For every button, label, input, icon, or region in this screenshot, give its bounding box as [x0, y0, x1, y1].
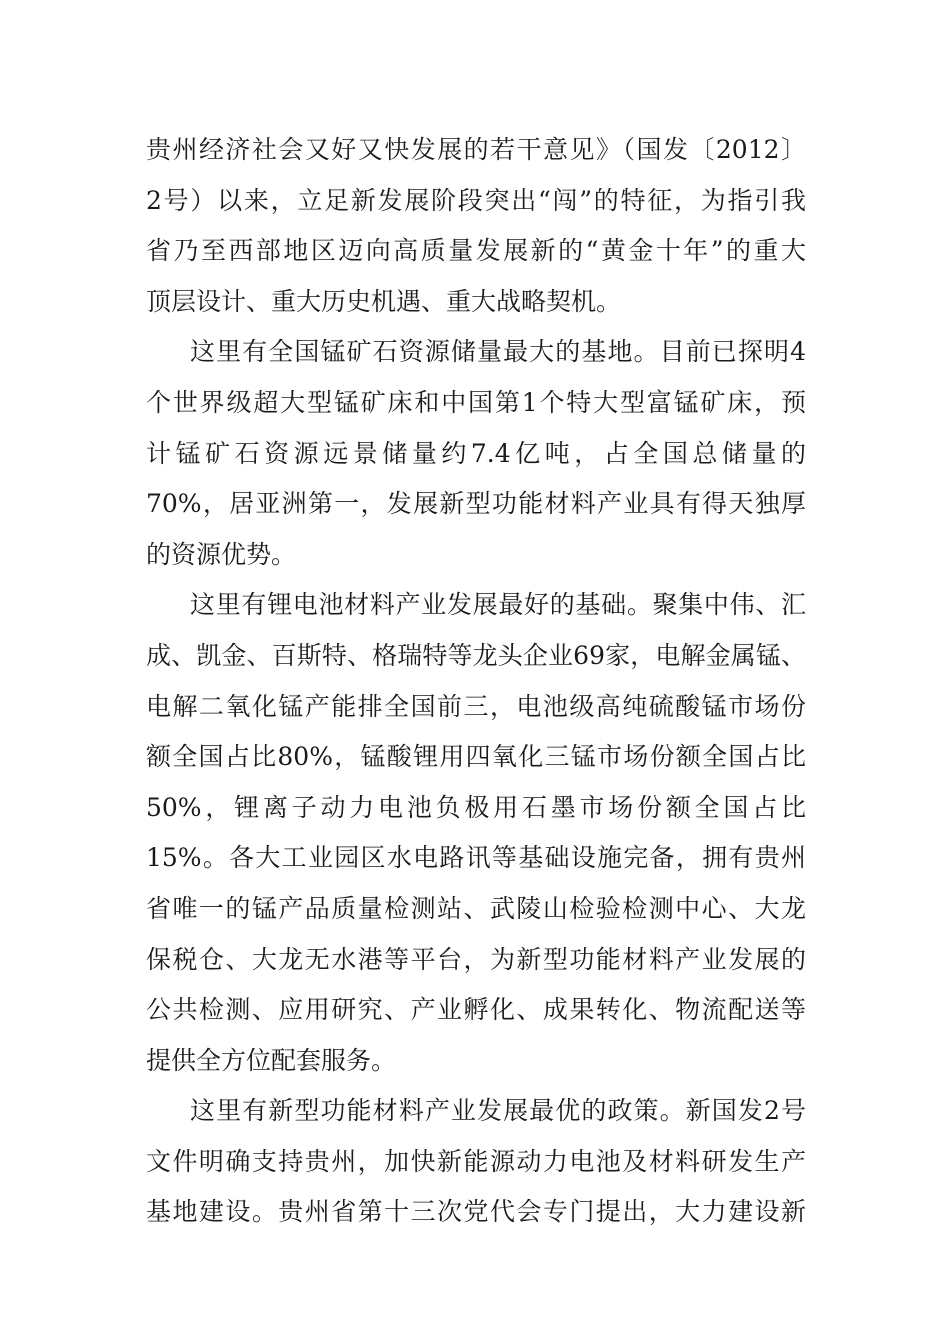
text-line: 基地建设。贵州省第十三次党代会专门提出，大力建设新: [146, 1197, 806, 1227]
text-line: 额全国占比80%，锰酸锂用四氧化三锰市场份额全国占比: [146, 742, 806, 772]
text-line: 电解二氧化锰产能排全国前三，电池级高纯硫酸锰市场份: [146, 691, 806, 721]
text-line: 个世界级超大型锰矿床和中国第1个特大型富锰矿床，预: [146, 387, 806, 417]
text-line: 文件明确支持贵州，加快新能源动力电池及材料研发生产: [146, 1146, 806, 1176]
text-line: 70%，居亚洲第一，发展新型功能材料产业具有得天独厚: [146, 489, 806, 519]
text-line: 保税仓、大龙无水港等平台，为新型功能材料产业发展的: [146, 944, 806, 974]
text-line: 贵州经济社会又好又快发展的若干意见》（国发〔2012〕: [146, 135, 806, 164]
text-line: 这里有锂电池材料产业发展最好的基础。聚集中伟、汇: [190, 590, 806, 620]
text-line: 2号）以来，立足新发展阶段突出“闯”的特征，为指引我: [146, 185, 806, 215]
text-line: 15%。各大工业园区水电路讯等基础设施完备，拥有贵州: [146, 843, 806, 873]
text-line: 这里有全国锰矿石资源储量最大的基地。目前已探明4: [190, 337, 806, 367]
text-line: 顶层设计、重大历史机遇、重大战略契机。: [146, 286, 622, 316]
text-line: 公共检测、应用研究、产业孵化、成果转化、物流配送等: [146, 995, 806, 1025]
text-line: 省乃至西部地区迈向高质量发展新的“黄金十年”的重大: [146, 236, 806, 266]
text-line: 这里有新型功能材料产业发展最优的政策。新国发2号: [190, 1096, 806, 1126]
text-line: 省唯一的锰产品质量检测站、武陵山检验检测中心、大龙: [146, 893, 806, 923]
document-body: [146, 125, 806, 1238]
text-line: 计锰矿石资源远景储量约7.4亿吨，占全国总储量的: [146, 438, 806, 468]
text-line: 成、凯金、百斯特、格瑞特等龙头企业69家，电解金属锰、: [146, 640, 806, 670]
text-line: 的资源优势。: [146, 539, 297, 569]
text-line: 50%，锂离子动力电池负极用石墨市场份额全国占比: [146, 792, 806, 822]
text-line: 提供全方位配套服务。: [146, 1045, 397, 1075]
